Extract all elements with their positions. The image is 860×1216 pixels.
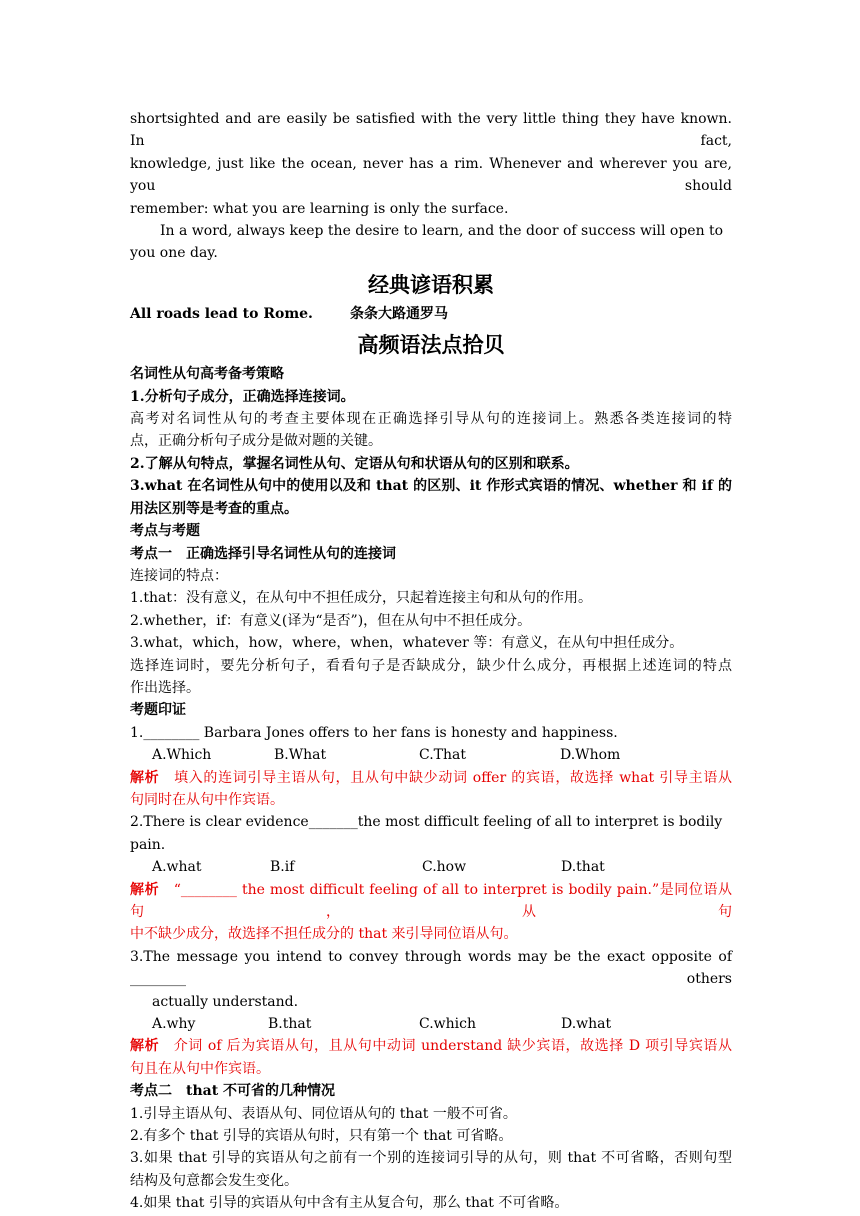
kd1-item-3: 3.what，which，how，where，when，whatever 等：有意义，在从句中担任成分。	[130, 635, 684, 652]
q1-analysis-line-1	[130, 767, 732, 789]
q2-analysis-line-1	[130, 879, 732, 924]
q3-stem-line-2: actually understand.	[152, 993, 299, 1010]
q1-analysis-text: 填入的连词引导主语从句，且从句中缺少动词 offer 的宾语，故选择 what 引导主语从	[174, 769, 733, 786]
q1-stem: 1.________ Barbara Jones offers to her fans is honesty and happiness.	[130, 724, 618, 741]
q1-option-c: C.That	[419, 747, 466, 764]
q1-analysis-label: 解析	[130, 769, 160, 786]
kd1-title: 考点一 正确选择引导名词性从句的连接词	[130, 545, 396, 562]
q3-analysis-label: 解析	[130, 1038, 160, 1055]
kd1-summary-line-2: 作出选择。	[130, 679, 200, 696]
q2-option-a: A.what	[152, 859, 202, 876]
kd2-item-4: 4.如果 that 引导的宾语从句中含有主从复合句，那么 that 不可省略。	[130, 1195, 569, 1212]
q3-options	[130, 1013, 732, 1035]
q2-analysis-text: “________ the most difficult feeling of all to interpret is bodily pain.”是同位语从句，从句	[130, 881, 733, 920]
kd2-item-1: 1.引导主语从句、表语从句、同位语从句的 that 一般不可省。	[130, 1105, 517, 1122]
q1-option-d: D.Whom	[560, 747, 621, 764]
proverb-row	[130, 303, 732, 325]
proverb-chinese: 条条大路通罗马	[350, 305, 448, 322]
section-title-proverbs: 经典谚语积累	[368, 271, 494, 297]
section-title-grammar: 高频语法点拾贝	[357, 332, 505, 358]
q3-analysis-text: 介词 of 后为宾语从句，且从句中动词 understand 缺少宾语，故选择 D 项引导宾语从	[173, 1038, 732, 1055]
kd2-item-3-line-2: 结构及句意都会发生变化。	[130, 1172, 298, 1189]
passage-line-2: knowledge, just like the ocean, never has a rim. Whenever and wherever you are, you should	[130, 155, 732, 195]
q1-option-a: A.Which	[152, 747, 212, 764]
q3-option-b: B.that	[268, 1016, 312, 1033]
proverb-english: All roads lead to Rome.	[130, 305, 313, 322]
q3-analysis-line-2: 句且在从句中作宾语。	[130, 1060, 270, 1077]
point1-title: 1.分析句子成分，正确选择连接词。	[130, 388, 355, 405]
q2-option-b: B.if	[270, 859, 295, 876]
q2-option-d: D.that	[561, 859, 605, 876]
q2-option-c: C.how	[422, 859, 467, 876]
kd2-item-2: 2.有多个 that 引导的宾语从句时，只有第一个 that 可省略。	[130, 1128, 513, 1145]
point3-line-2: 用法区别等是考查的重点。	[130, 500, 298, 517]
kd2-title: 考点二 that 不可省的几种情况	[130, 1083, 336, 1100]
passage-closing: In a word, always keep the desire to learn, and the door of success will open to you one day.	[130, 223, 724, 262]
kd1-summary-line-1: 选择连词时，要先分析句子，看看句子是否缺成分，缺少什么成分，再根据上述连词的特点	[130, 657, 732, 674]
point1-body-line-2: 点，正确分析句子成分是做对题的关键。	[130, 433, 382, 450]
kd1-item-2: 2.whether，if：有意义(译为“是否”)，但在从句中不担任成分。	[130, 612, 532, 629]
document-content	[130, 108, 732, 1215]
point2-title: 2.了解从句特点，掌握名词性从句、定语从句和状语从句的区别和联系。	[130, 455, 579, 472]
point3-line-1: 3.what 在名词性从句中的使用以及和 that 的区别、it 作形式宾语的情况、whether 和 if 的	[130, 478, 732, 495]
q2-analysis-line-2: 中不缺少成分，故选择不担任成分的 that 来引导同位语从句。	[130, 926, 518, 943]
kd2-item-3-line-1: 3.如果 that 引导的宾语从句之前有一个别的连接词引导的从句，则 that 不可省略，否则句型	[130, 1150, 732, 1167]
q3-analysis-line-1	[130, 1035, 732, 1057]
passage-line-1: shortsighted and are easily be satisfied with the very little thing they have known. In fact,	[130, 111, 732, 150]
q3-option-a: A.why	[152, 1016, 196, 1033]
grammar-heading: 名词性从句高考备考策略	[130, 366, 284, 383]
q2-options	[130, 856, 732, 878]
kaodian-title: 考点与考题	[130, 523, 200, 540]
exam-title: 考题印证	[130, 702, 186, 719]
q3-option-c: C.which	[419, 1016, 476, 1033]
kd1-intro: 连接词的特点：	[130, 567, 228, 584]
q2-analysis-label: 解析	[130, 881, 160, 898]
q1-options	[130, 744, 732, 766]
q1-option-b: B.What	[274, 747, 327, 764]
passage-line-3: remember: what you are learning is only the surface.	[130, 200, 509, 217]
point1-body-line-1: 高考对名词性从句的考查主要体现在正确选择引导从句的连接词上。熟悉各类连接词的特	[130, 411, 732, 428]
q3-stem-line-1: 3.The message you intend to convey through words may be the exact opposite of ________ others	[130, 948, 732, 988]
q3-option-d: D.what	[561, 1016, 612, 1033]
q2-stem: 2.There is clear evidence_______the most difficult feeling of all to interpret is bodily pain.	[130, 814, 723, 853]
q1-analysis-line-2: 句同时在从句中作宾语。	[130, 791, 284, 808]
kd1-item-1: 1.that：没有意义，在从句中不担任成分，只起着连接主句和从句的作用。	[130, 590, 592, 607]
